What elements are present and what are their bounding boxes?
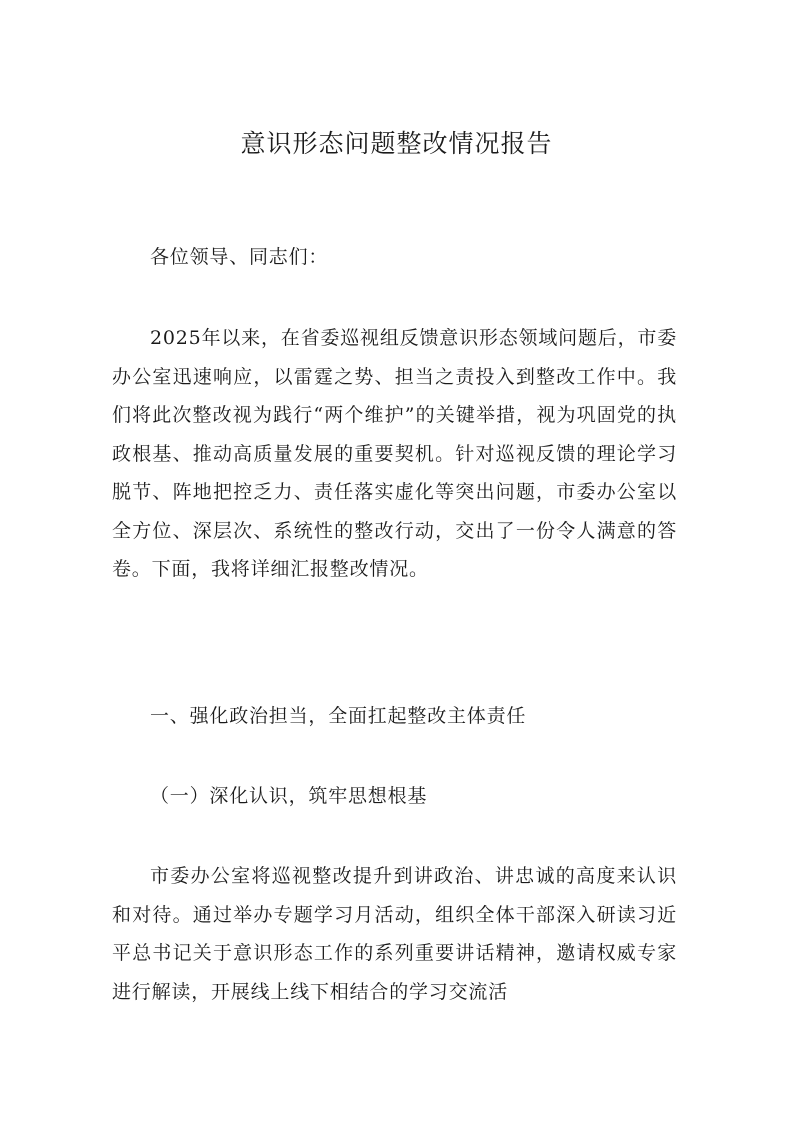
greeting: 各位领导、同志们：	[150, 246, 329, 268]
section-heading-1: 一、强化政治担当，全面扛起整改主体责任	[150, 705, 527, 727]
document-title: 意识形态问题整改情况报告	[240, 129, 553, 158]
paragraph-subsection-1-1: 市委办公室将巡视整改提升到讲政治、讲忠诚的高度来认识和对待。通过举办专题学习月活动，组织全体干部深入研读习近平总书记关于意识形态工作的系列重要讲话精神，邀请权威专家进行解读，开展线上线下相结合的学习交流活	[112, 865, 677, 1003]
subsection-heading-1-1: （一）深化认识，筑牢思想根基	[150, 785, 428, 807]
paragraph-intro: 2025年以来，在省委巡视组反馈意识形态领域问题后，市委办公室迅速响应，以雷霆之势、担当之责投入到整改工作中。我们将此次整改视为践行“两个维护”的关键举措，视为巩固党的执政根基、推动高质量发展的重要契机。针对巡视反馈的理论学习脱节、阵地把控乏力、责任落实虚化等突出问题，市委办公室以全方位、深层次、系统性的整改行动，交出了一份令人满意的答卷。下面，我将详细汇报整改情况。	[112, 327, 677, 580]
